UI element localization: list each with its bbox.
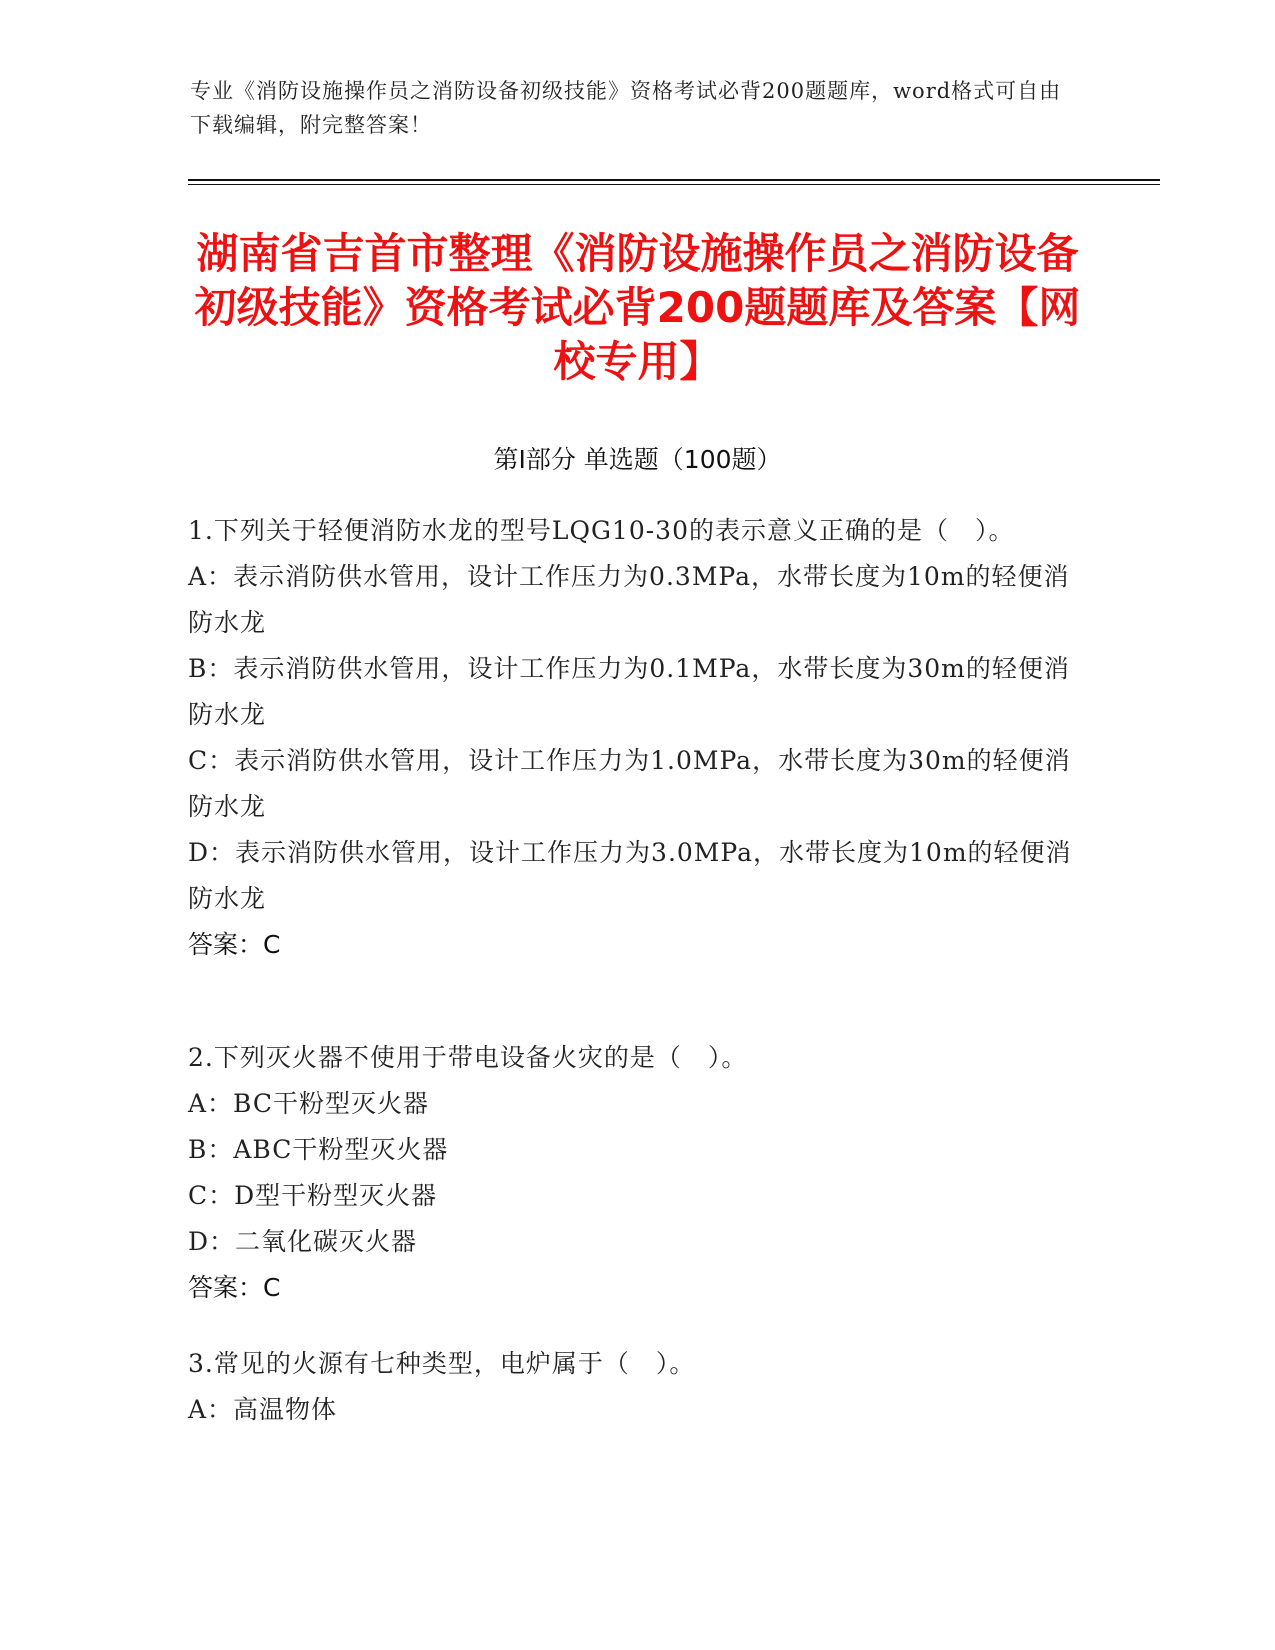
option-d: D：二氧化碳灭火器 xyxy=(188,1227,418,1256)
option-b: B：ABC干粉型灭火器 xyxy=(188,1135,449,1164)
header-note: 专业《消防设施操作员之消防设备初级技能》资格考试必背200题题库，word格式可自由下载编辑，附完整答案！ xyxy=(190,79,1062,137)
question-3 xyxy=(188,1341,1088,1433)
answer: 答案：C xyxy=(188,930,281,959)
section-heading: 第I部分 单选题（100题） xyxy=(493,445,782,474)
question-1 xyxy=(188,508,1088,968)
option-b: B：表示消防供水管用，设计工作压力为0.1MPa，水带长度为30m的轻便消防水龙 xyxy=(188,654,1070,729)
option-a: A：表示消防供水管用，设计工作压力为0.3MPa，水带长度为10m的轻便消防水龙 xyxy=(188,562,1070,637)
option-a: A：BC干粉型灭火器 xyxy=(188,1089,430,1118)
answer: 答案：C xyxy=(188,1273,281,1302)
document-title: 湖南省吉首市整理《消防设施操作员之消防设备初级技能》资格考试必背200题题库及答案【网校专用】 xyxy=(194,229,1081,386)
option-c: C：表示消防供水管用，设计工作压力为1.0MPa，水带长度为30m的轻便消防水龙 xyxy=(188,746,1071,821)
question-stem: 1.下列关于轻便消防水龙的型号LQG10-30的表示意义正确的是（ ）。 xyxy=(188,516,1015,545)
question-stem: 3.常见的火源有七种类型，电炉属于（ ）。 xyxy=(188,1349,696,1378)
question-stem: 2.下列灭火器不使用于带电设备火灾的是（ ）。 xyxy=(188,1043,748,1072)
option-d: D：表示消防供水管用，设计工作压力为3.0MPa，水带长度为10m的轻便消防水龙 xyxy=(188,838,1072,913)
header-rule-thick xyxy=(188,179,1160,181)
option-a: A：高温物体 xyxy=(188,1395,338,1424)
question-2 xyxy=(188,1035,1088,1311)
option-c: C：D型干粉型灭火器 xyxy=(188,1181,438,1210)
header-rule-thin xyxy=(188,184,1160,185)
